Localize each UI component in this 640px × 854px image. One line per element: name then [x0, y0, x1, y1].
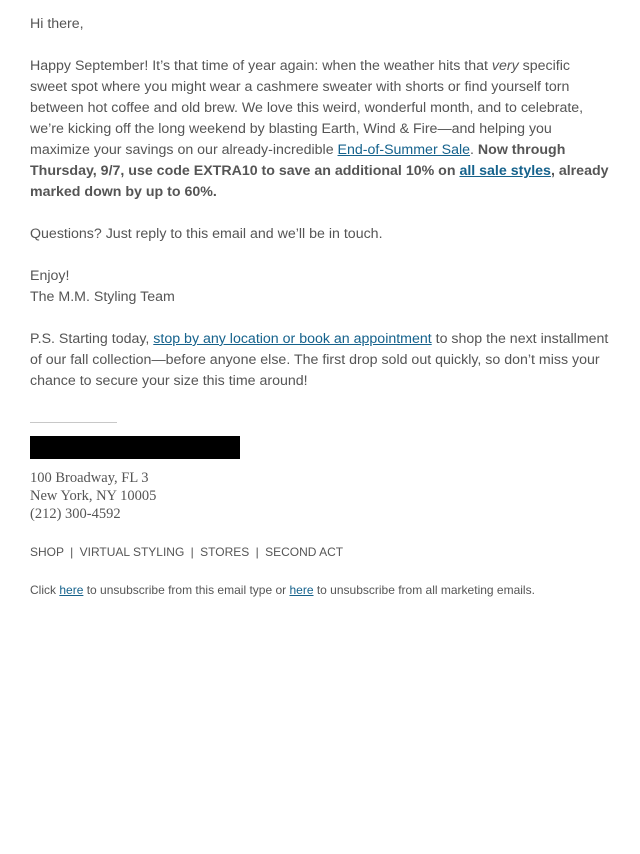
- greeting: Hi there,: [30, 16, 84, 32]
- intro-period: .: [470, 142, 478, 158]
- unsub-text-c: to unsubscribe from all marketing emails.: [313, 583, 535, 597]
- address-block: [30, 469, 156, 523]
- brand-logo[interactable]: [30, 436, 240, 459]
- ps-paragraph: [30, 329, 610, 392]
- unsubscribe-type-link[interactable]: here: [59, 583, 84, 597]
- unsub-text-b: to unsubscribe from this email type or: [83, 583, 290, 597]
- questions-text: Questions? Just reply to this email and we’ll be in touch.: [30, 226, 383, 242]
- signature: The M.M. Styling Team: [30, 289, 175, 305]
- promo-text: Now through Thursday, 9/7, use code EXTRA10 to save an additional 10% on: [30, 142, 566, 179]
- footer-nav-virtual-styling[interactable]: VIRTUAL STYLING: [79, 545, 185, 559]
- address-line-2: New York, NY 10005: [30, 488, 157, 504]
- end-of-summer-sale-link[interactable]: End-of-Summer Sale: [337, 142, 471, 158]
- nav-separator: |: [70, 545, 74, 559]
- unsubscribe-text: [30, 582, 535, 598]
- address-line-1: 100 Broadway, FL 3: [30, 470, 149, 486]
- divider: [30, 422, 117, 423]
- footer-nav: [30, 544, 343, 560]
- intro-emphasis: very: [491, 58, 519, 74]
- unsubscribe-all-link[interactable]: here: [289, 583, 314, 597]
- nav-separator: |: [255, 545, 259, 559]
- nav-separator: |: [190, 545, 194, 559]
- book-appointment-link[interactable]: stop by any location or book an appointment: [153, 331, 432, 347]
- email-body: [30, 14, 610, 413]
- ps-text: P.S. Starting today,: [30, 331, 154, 347]
- unsub-text-a: Click: [30, 583, 60, 597]
- footer-nav-stores[interactable]: STORES: [200, 545, 250, 559]
- footer-nav-second-act[interactable]: SECOND ACT: [265, 545, 344, 559]
- ps-text-cont: to shop the next installment of our fall collection—before anyone else. The first drop sold out quickly, so don’t miss your chance to secure your size this time around!: [30, 331, 609, 389]
- signoff: Enjoy!: [30, 268, 70, 284]
- promo-text-end: , already marked down by up to 60%.: [30, 163, 609, 200]
- intro-paragraph: [30, 56, 610, 203]
- intro-text-cont: specific sweet spot where you might wear a cashmere sweater with shorts or find yourself torn between hot coffee and old brew. We love this weird, wonderful month, and to celebrate, we’re kicking off the long weekend by blasting Earth, Wind & Fire—and helping you maximize your savings on our already-incredible: [30, 58, 584, 158]
- intro-text: Happy September! It’s that time of year again: when the weather hits that: [30, 58, 492, 74]
- phone-number: (212) 300-4592: [30, 506, 121, 522]
- footer-nav-shop[interactable]: SHOP: [30, 545, 64, 559]
- all-sale-styles-link[interactable]: all sale styles: [459, 163, 551, 179]
